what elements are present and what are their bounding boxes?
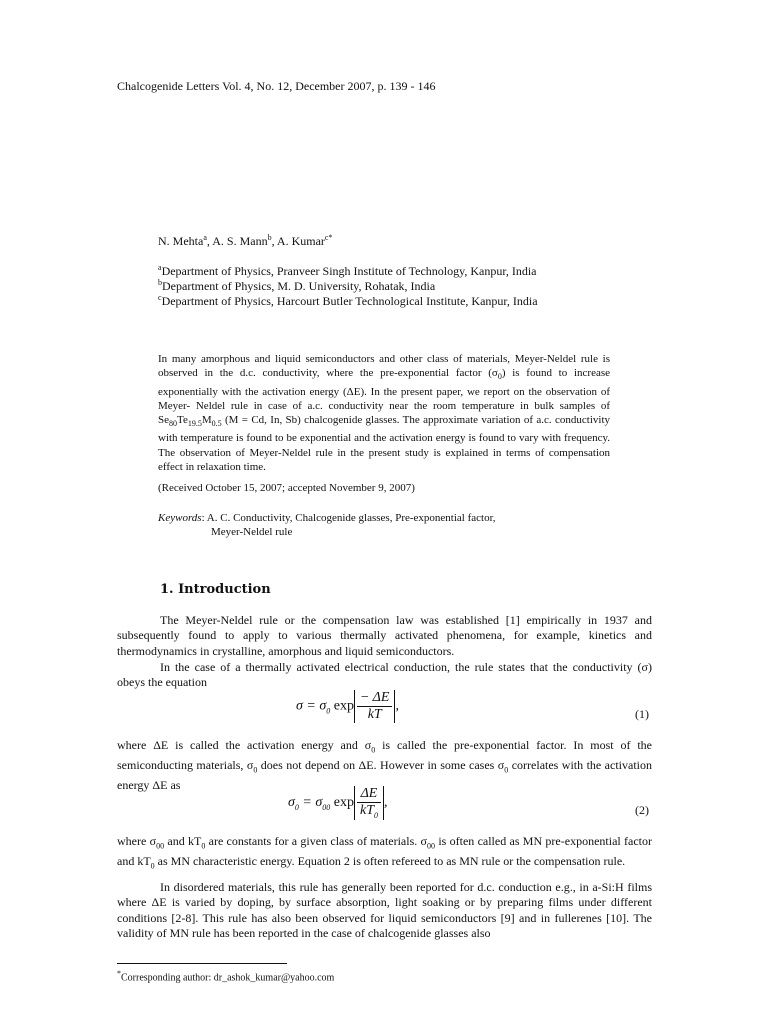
paragraph-3 xyxy=(117,738,652,793)
eq2-den-sub: 0 xyxy=(373,810,378,820)
eq2-lhs-sub: 0 xyxy=(294,802,299,812)
author-1: N. Mehta xyxy=(158,234,204,248)
eq1-denominator: kT xyxy=(367,707,382,722)
abstract-text-1: In many amorphous and liquid semiconductors and other class of materials, Meyer-Neldel rule is observed in the d.c. conductivity, where the pre-exponential factor (σ xyxy=(158,353,610,380)
eq2-numerator: ΔE xyxy=(357,786,381,803)
p4-sub-1: 00 xyxy=(156,841,165,851)
footnote-text: Corresponding author: dr_ashok_kumar@yahoo.com xyxy=(121,972,335,984)
received-dates: (Received October 15, 2007; accepted November 9, 2007) xyxy=(158,482,415,494)
journal-citation: Chalcogenide Letters Vol. 4, No. 12, December 2007, p. 139 - 146 xyxy=(117,79,436,93)
p4-sub-2: 0 xyxy=(201,841,206,851)
eq2-bracket xyxy=(354,786,384,820)
eq1-sub: 0 xyxy=(326,706,331,716)
eq2-mid: = σ xyxy=(298,795,323,811)
p3-sub-1: 0 xyxy=(371,745,376,755)
eq1-lhs: σ = σ xyxy=(296,698,327,714)
eq1-fraction xyxy=(357,690,392,723)
p3-a: where ΔE is called the activation energy and σ xyxy=(117,738,372,752)
p3-c: does not depend on ΔE. However in some cases σ xyxy=(257,757,505,772)
author-2-sup: b xyxy=(267,233,272,242)
paragraph-2: In the case of a thermally activated electrical conduction, the rule states that the conductivity (σ) obeys the equation xyxy=(117,660,652,690)
abstract-text-5: (M = Cd, In, Sb) chalcogenide glasses. The approximate variation of a.c. conductivity with temperature is found to be exponential and the activation energy is found to vary with frequency. The observation of Meyer-Neldel rule in the present study is explained in terms of compensation effect in relaxation time. xyxy=(158,414,610,473)
abstract-text-2: ) is found to increase exponentially with the activation energy (ΔE). In the present paper, we report on the observation of Meyer- Neldel rule in case of a.c. conductivity near the room temperature in bulk samples of Se xyxy=(158,367,611,426)
keywords-label: Keywords xyxy=(158,512,202,524)
keywords-line-1 xyxy=(158,511,496,525)
p4-b: and kT xyxy=(164,834,202,848)
eq1-bracket xyxy=(354,690,395,723)
eq2-denominator xyxy=(357,803,381,820)
abstract-sub-m: 0.5 xyxy=(211,419,222,429)
section-title: 1. Introduction xyxy=(160,582,271,597)
equation-1-number: (1) xyxy=(635,707,649,721)
keywords xyxy=(158,511,496,539)
p4-sub-4: 0 xyxy=(150,861,155,871)
p4-sub-3: 00 xyxy=(427,841,436,851)
abstract-sub-1: 0 xyxy=(497,372,502,382)
paragraph-5: In disordered materials, this rule has generally been reported for d.c. conduction e.g., in a-Si:H films where ΔE is varied by doping, by surface absorption, light soaking or by preparing films under different conditions [2-8]. This rule has also been observed for liquid semiconductors [9] and in fullerenes [10]. The validity of MN rule has been reported in the case of chalcogenide glasses also xyxy=(117,880,652,941)
affiliation-a xyxy=(158,263,537,279)
affiliation-b-sup: b xyxy=(158,278,162,287)
author-3: , A. Kumar xyxy=(271,234,325,248)
author-1-sup: a xyxy=(203,233,207,242)
p3-sub-2: 0 xyxy=(253,765,258,775)
equation-2 xyxy=(288,786,387,820)
p3-d: correlates with the activation energy ΔE as xyxy=(117,757,652,792)
p4-e: as MN characteristic energy. Equation 2 is often refereed to as MN rule or the compensation rule. xyxy=(154,853,626,868)
affiliation-c-text: Department of Physics, Harcourt Butler Technological Institute, Kanpur, India xyxy=(161,294,538,308)
footnote-sup: * xyxy=(117,969,121,978)
abstract-sub-se: 80 xyxy=(169,419,177,429)
keywords-list-1: : A. C. Conductivity, Chalcogenide glasses, Pre-exponential factor, xyxy=(201,512,496,524)
p3-sub-3: 0 xyxy=(504,765,509,775)
affiliation-c-sup: c xyxy=(158,293,162,302)
author-3-sup: c* xyxy=(324,233,333,242)
paragraph-1: The Meyer-Neldel rule or the compensation law was established [1] empirically in 1937 and subsequently found to apply to various thermally activated phenomena, for example, kinetics and thermodynamics in crystalline, amorphous and liquid semiconductors. xyxy=(117,613,652,658)
eq2-fraction xyxy=(357,786,381,820)
abstract xyxy=(158,352,610,474)
paragraph-4 xyxy=(117,834,652,874)
footnote xyxy=(117,969,334,983)
p4-c: are constants for a given class of materials. σ xyxy=(205,834,428,848)
abstract-text-3: Te xyxy=(177,414,188,426)
equation-1 xyxy=(296,690,399,723)
p4-d: is often called as MN pre-exponential factor and kT xyxy=(117,834,652,868)
eq1-exp: exp xyxy=(330,698,354,714)
affiliation-a-text: Department of Physics, Pranveer Singh Institute of Technology, Kanpur, India xyxy=(161,264,537,278)
eq1-comma: , xyxy=(395,698,399,714)
author-list xyxy=(158,233,332,249)
eq2-comma: , xyxy=(383,795,388,811)
eq2-exp: exp xyxy=(330,795,354,811)
keywords-line-2: Meyer-Neldel rule xyxy=(211,526,293,538)
eq1-numerator: − ΔE xyxy=(357,690,392,707)
abstract-sub-te: 19.5 xyxy=(187,419,202,429)
footnote-divider xyxy=(117,963,287,964)
eq2-den-text: kT xyxy=(359,803,374,818)
eq2-lhs: σ xyxy=(288,795,295,811)
affiliation-c xyxy=(158,293,538,309)
author-2: , A. S. Mann xyxy=(206,234,268,248)
eq2-sub: 00 xyxy=(322,802,331,812)
equation-2-number: (2) xyxy=(635,803,649,817)
abstract-text-4: M xyxy=(201,414,212,426)
affiliation-b xyxy=(158,278,435,294)
affiliation-a-sup: a xyxy=(158,263,162,272)
p3-b: is called the pre-exponential factor. In most of the semiconducting materials, σ xyxy=(117,738,653,772)
affiliation-b-text: Department of Physics, M. D. University, Rohatak, India xyxy=(162,279,436,293)
p4-a: where σ xyxy=(117,834,157,848)
